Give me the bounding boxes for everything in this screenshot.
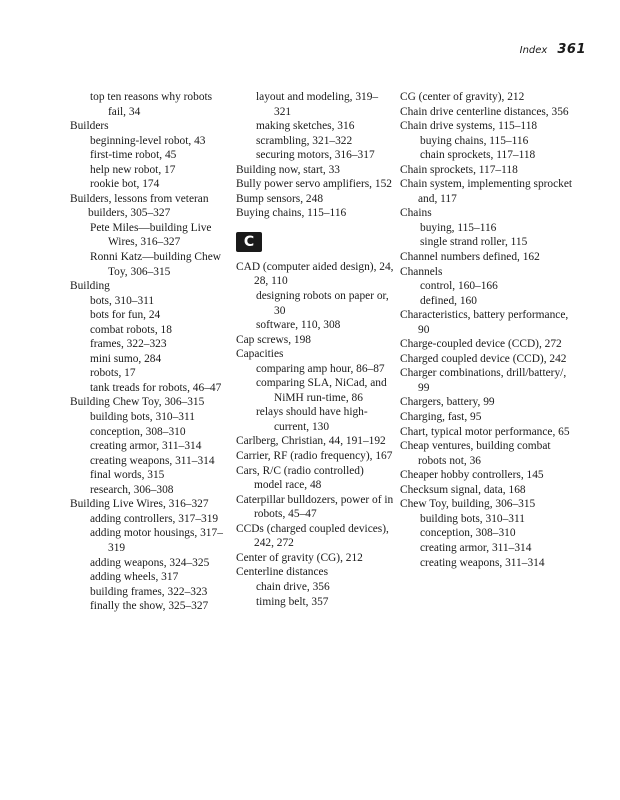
- index-subentry: control, 160–166: [420, 280, 498, 293]
- section-letter: C: [236, 232, 262, 252]
- index-subentry: single strand roller, 115: [420, 236, 528, 249]
- index-subentry: timing belt, 357: [256, 595, 329, 608]
- index-entry: Builders, lessons from veteran builders, 305–327: [70, 192, 209, 220]
- index-subentry: layout and modeling, 319–321: [256, 91, 379, 118]
- section-letter-block: [236, 230, 394, 254]
- index-subentry: robots, 17: [90, 367, 136, 380]
- index-subentry: conception, 308–310: [90, 425, 186, 438]
- index-entry: Checksum signal, data, 168: [400, 483, 526, 496]
- index-entry: Chain sprockets, 117–118: [400, 163, 518, 176]
- index-subentry: mini sumo, 284: [90, 352, 162, 365]
- index-subentry: creating weapons, 311–314: [420, 556, 545, 569]
- index-entry: Chargers, battery, 99: [400, 396, 495, 409]
- index-entry: Chain drive centerline distances, 356: [400, 105, 569, 118]
- index-entry: Chain drive systems, 115–118: [400, 120, 538, 133]
- index-subentry: Ronni Katz—building Chew Toy, 306–315: [90, 251, 221, 278]
- index-subentry: adding controllers, 317–319: [90, 512, 219, 525]
- index-entry: Building: [70, 280, 110, 293]
- index-entry: Builders: [70, 120, 109, 133]
- index-entry: Building Live Wires, 316–327: [70, 498, 209, 511]
- index-entry: Carlberg, Christian, 44, 191–192: [236, 435, 386, 448]
- index-entry: Centerline distances: [236, 566, 329, 579]
- index-entry: Channel numbers defined, 162: [400, 251, 540, 264]
- index-entry: Charged coupled device (CCD), 242: [400, 352, 567, 365]
- index-entry: CAD (computer aided design), 24, 28, 110: [236, 260, 394, 288]
- index-entry: Cars, R/C (radio controlled) model race, 48: [236, 464, 364, 492]
- index-subentry: adding weapons, 324–325: [90, 556, 210, 569]
- index-subentry: chain drive, 356: [256, 580, 330, 593]
- index-subentry: final words, 315: [90, 469, 165, 482]
- index-entry: Channels: [400, 265, 443, 278]
- index-subentry: adding motor housings, 317–319: [90, 527, 223, 554]
- index-subentry: buying, 115–116: [420, 221, 497, 234]
- index-entry: Cheaper hobby controllers, 145: [400, 469, 544, 482]
- index-subentry: bots, 310–311: [90, 294, 155, 307]
- index-subentry: help new robot, 17: [90, 163, 176, 176]
- index-subentry: beginning-level robot, 43: [90, 134, 206, 147]
- index-subentry: building frames, 322–323: [90, 585, 208, 598]
- index-entry: Buying chains, 115–116: [236, 207, 347, 220]
- index-subentry: making sketches, 316: [256, 120, 355, 133]
- page-number: 361: [557, 42, 586, 57]
- index-subentry: defined, 160: [420, 294, 477, 307]
- index-subentry: bots for fun, 24: [90, 309, 161, 322]
- index-subentry: tank treads for robots, 46–47: [90, 381, 222, 394]
- index-subentry: creating weapons, 311–314: [90, 454, 215, 467]
- index-subentry: combat robots, 18: [90, 323, 172, 336]
- index-entry: Chart, typical motor performance, 65: [400, 425, 570, 438]
- index-subentry: comparing SLA, NiCad, and NiMH run-time, 86: [256, 377, 387, 404]
- index-subentry: building bots, 310–311: [90, 411, 195, 424]
- index-subentry: first-time robot, 45: [90, 149, 177, 162]
- index-subentry: conception, 308–310: [420, 527, 516, 540]
- index-subentry: frames, 322–323: [90, 338, 167, 351]
- index-entry: Charge-coupled device (CCD), 272: [400, 338, 562, 351]
- index-subentry: chain sprockets, 117–118: [420, 149, 536, 162]
- index-entry: Characteristics, battery performance, 90: [400, 309, 569, 336]
- index-entry: Chew Toy, building, 306–315: [400, 498, 536, 511]
- index-subentry: Pete Miles—building Live Wires, 316–327: [90, 221, 212, 249]
- index-column-1: [70, 90, 232, 614]
- index-column-3: [400, 90, 576, 570]
- index-subentry: building bots, 310–311: [420, 512, 525, 525]
- index-entry: CG (center of gravity), 212: [400, 91, 525, 103]
- index-entry: Bump sensors, 248: [236, 192, 324, 205]
- index-entry: Capacities: [236, 348, 284, 361]
- index-entry: Bully power servo amplifiers, 152: [236, 178, 392, 191]
- index-entry: Charging, fast, 95: [400, 411, 482, 424]
- running-header: [520, 42, 586, 57]
- index-entry: CCDs (charged coupled devices), 242, 272: [236, 522, 389, 550]
- index-subentry: creating armor, 311–314: [420, 541, 532, 554]
- index-entry: Cap screws, 198: [236, 333, 311, 346]
- index-entry: Center of gravity (CG), 212: [236, 551, 363, 564]
- index-entry: Caterpillar bulldozers, power of in robots, 45–47: [236, 493, 394, 521]
- index-entry: Carrier, RF (radio frequency), 167: [236, 450, 393, 463]
- index-entry: Chain system, implementing sprocket and, 117: [400, 178, 573, 205]
- index-subentry: adding wheels, 317: [90, 571, 179, 584]
- index-subentry: relays should have high-current, 130: [256, 406, 368, 433]
- index-entry: Cheap ventures, building combat robots not, 36: [400, 440, 551, 467]
- index-column-2: [236, 90, 394, 609]
- index-entry: Building Chew Toy, 306–315: [70, 396, 205, 409]
- index-subentry: research, 306–308: [90, 483, 174, 496]
- index-subentry: scrambling, 321–322: [256, 134, 353, 147]
- index-subentry: rookie bot, 174: [90, 178, 160, 191]
- header-label: Index: [519, 45, 548, 56]
- index-subentry: top ten reasons why robots fail, 34: [90, 91, 213, 118]
- index-subentry: software, 110, 308: [256, 319, 341, 332]
- index-entry: Chains: [400, 207, 432, 220]
- index-subentry: comparing amp hour, 86–87: [256, 362, 385, 375]
- index-subentry: securing motors, 316–317: [256, 149, 375, 162]
- index-subentry: designing robots on paper or, 30: [256, 290, 389, 317]
- index-subentry: finally the show, 325–327: [90, 600, 209, 613]
- index-entry: Charger combinations, drill/battery/, 99: [400, 367, 567, 394]
- index-entry: Building now, start, 33: [236, 163, 340, 176]
- index-subentry: buying chains, 115–116: [420, 134, 529, 147]
- index-subentry: creating armor, 311–314: [90, 440, 202, 453]
